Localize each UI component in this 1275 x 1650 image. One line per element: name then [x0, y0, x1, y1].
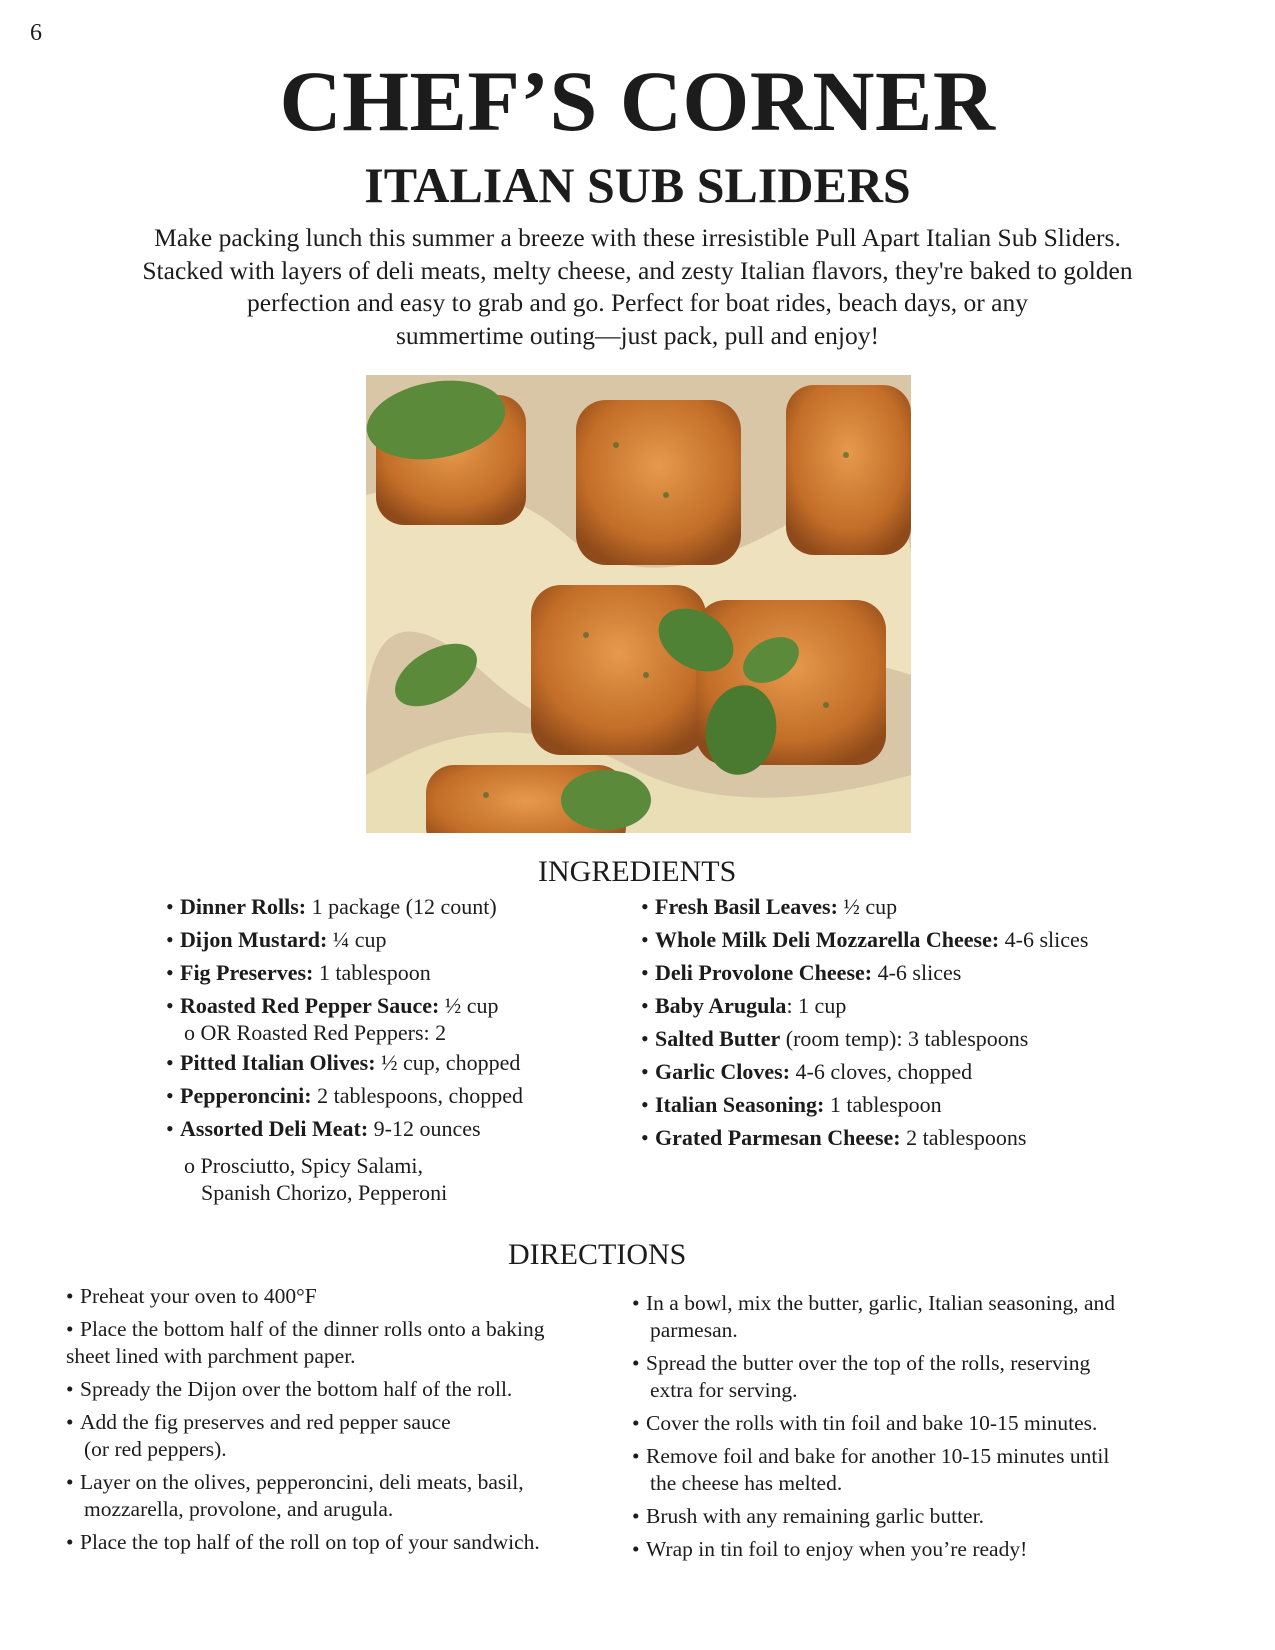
ingredient-name: Whole Milk Deli Mozzarella Cheese: — [655, 927, 1000, 952]
ingredients-heading: INGREDIENTS — [538, 855, 737, 888]
direction-step: • Add the fig preserves and red pepper sauce (or red peppers). — [66, 1409, 545, 1463]
direction-text: Preheat your oven to 400°F — [80, 1284, 317, 1308]
ingredient-amount: 2 tablespoons — [900, 1125, 1027, 1150]
direction-step: • Wrap in tin foil to enjoy when you’re ready! — [632, 1537, 1028, 1561]
ingredient-item: • Pitted Italian Olives: ½ cup, chopped — [166, 1050, 521, 1075]
direction-text: In a bowl, mix the butter, garlic, Italian seasoning, and — [646, 1291, 1116, 1315]
direction-text: Remove foil and bake for another 10-15 minutes until — [646, 1444, 1110, 1468]
directions-list-right — [632, 1290, 1115, 1569]
ingredient-name: Assorted Deli Meat: — [180, 1116, 369, 1141]
intro-paragraph — [90, 222, 1185, 352]
direction-step: • Place the bottom half of the dinner rolls onto a baking sheet lined with parchment paper. — [66, 1317, 545, 1368]
ingredient-name: Garlic Cloves: — [655, 1059, 791, 1084]
ingredient-name: Salted Butter — [655, 1026, 781, 1051]
ingredient-amount: ½ cup — [439, 993, 499, 1018]
direction-text: mozzarella, provolone, and arugula. — [84, 1497, 394, 1521]
direction-step: • Cover the rolls with tin foil and bake 10-15 minutes. — [632, 1411, 1098, 1435]
ingredient-name: Italian Seasoning: — [655, 1092, 825, 1117]
ingredient-amount: (room temp): 3 tablespoons — [780, 1026, 1029, 1051]
page-number: 6 — [30, 20, 42, 46]
direction-text: parmesan. — [650, 1318, 738, 1342]
ingredient-item: • Grated Parmesan Cheese: 2 tablespoons — [641, 1125, 1027, 1150]
ingredient-name: Pepperoncini: — [180, 1083, 312, 1108]
direction-step: • Place the top half of the roll on top of your sandwich. — [66, 1530, 540, 1554]
ingredient-item: • Dinner Rolls: 1 package (12 count) — [166, 894, 497, 919]
ingredients-list-right — [641, 894, 1088, 1158]
ingredient-item: • Roasted Red Pepper Sauce: ½ cup o OR Roasted Red Peppers: 2 — [166, 993, 523, 1046]
ingredient-amount: 1 package (12 count) — [306, 894, 497, 919]
ingredient-item: • Pepperoncini: 2 tablespoons, chopped — [166, 1083, 523, 1108]
page-title: CHEF’S CORNER — [279, 53, 996, 149]
direction-text: Brush with any remaining garlic butter. — [646, 1504, 984, 1528]
direction-text: Cover the rolls with tin foil and bake 10-15 minutes. — [646, 1411, 1098, 1435]
ingredient-amount: 4-6 cloves, chopped — [790, 1059, 973, 1084]
direction-text: Wrap in tin foil to enjoy when you’re ready! — [646, 1537, 1028, 1561]
direction-step: • Layer on the olives, pepperoncini, deli meats, basil, mozzarella, provolone, and arugula. — [66, 1469, 545, 1523]
ingredient-amount: 1 tablespoon — [824, 1092, 942, 1117]
intro-line: Make packing lunch this summer a breeze with these irresistible Pull Apart Italian Sub Sliders. — [154, 223, 1121, 252]
direction-text: extra for serving. — [650, 1378, 798, 1402]
intro-line: Stacked with layers of deli meats, melty cheese, and zesty Italian flavors, they're baked to golden — [142, 255, 1133, 285]
ingredient-substitute: o OR Roasted Red Peppers: 2 — [184, 1020, 447, 1045]
ingredient-amount: ½ cup — [837, 894, 898, 919]
ingredient-name: Dijon Mustard: — [180, 927, 328, 952]
ingredient-amount: : 1 cup — [786, 993, 847, 1018]
ingredient-item: • Salted Butter (room temp): 3 tablespoons — [641, 1026, 1029, 1051]
direction-step: • Spready the Dijon over the bottom half of the roll. — [66, 1377, 513, 1401]
directions-list-left — [66, 1283, 545, 1562]
directions-heading: DIRECTIONS — [508, 1238, 687, 1271]
direction-text: (or red peppers). — [84, 1437, 227, 1461]
basil-leaf — [561, 770, 651, 830]
ingredient-amount: 1 tablespoon — [313, 960, 431, 985]
slider-roll — [576, 400, 741, 565]
ingredient-amount: 4-6 slices — [872, 960, 962, 985]
ingredient-name: Dinner Rolls: — [180, 894, 307, 919]
ingredient-name: Fig Preserves: — [180, 960, 314, 985]
direction-text: Spready the Dijon over the bottom half of the roll. — [80, 1377, 513, 1401]
ingredient-item: • Assorted Deli Meat: 9-12 ounces — [166, 1116, 481, 1141]
ingredient-amount: 4-6 slices — [999, 927, 1089, 952]
ingredient-name: Roasted Red Pepper Sauce: — [180, 993, 440, 1018]
ingredient-item: • Whole Milk Deli Mozzarella Cheese: 4-6 slices — [641, 927, 1089, 952]
ingredient-item: • Baby Arugula: 1 cup — [641, 993, 847, 1018]
direction-step: • Remove foil and bake for another 10-15 minutes until the cheese has melted. — [632, 1443, 1115, 1497]
ingredient-amount: ½ cup, chopped — [375, 1050, 521, 1075]
ingredient-item: • Fresh Basil Leaves: ½ cup — [641, 894, 898, 919]
ingredient-sub-line: o Prosciutto, Spicy Salami, — [184, 1153, 423, 1178]
ingredient-amount: ¼ cup — [327, 927, 387, 952]
direction-step: • Preheat your oven to 400°F — [66, 1284, 317, 1308]
direction-text: Place the bottom half of the dinner rolls onto a baking — [80, 1317, 545, 1341]
ingredient-name: Grated Parmesan Cheese: — [655, 1125, 901, 1150]
ingredient-item: • Dijon Mustard: ¼ cup — [166, 927, 387, 952]
ingredient-name: Fresh Basil Leaves: — [655, 894, 838, 919]
ingredient-name: Pitted Italian Olives: — [180, 1050, 376, 1075]
direction-step: • Brush with any remaining garlic butter. — [632, 1504, 984, 1528]
direction-text: Add the fig preserves and red pepper sauce — [80, 1410, 451, 1434]
direction-step: • Spread the butter over the top of the rolls, reserving extra for serving. — [632, 1350, 1115, 1404]
ingredient-name: Baby Arugula — [655, 993, 787, 1018]
direction-text: Place the top half of the roll on top of your sandwich. — [80, 1530, 540, 1554]
direction-text: Layer on the olives, pepperoncini, deli meats, basil, — [80, 1470, 524, 1494]
direction-text: the cheese has melted. — [650, 1471, 843, 1495]
ingredient-sub-list — [166, 1152, 523, 1207]
ingredient-item: • Fig Preserves: 1 tablespoon — [166, 960, 431, 985]
slider-roll — [786, 385, 911, 555]
ingredient-amount: 9-12 ounces — [368, 1116, 481, 1141]
ingredient-name: Deli Provolone Cheese: — [655, 960, 873, 985]
recipe-photo — [366, 375, 911, 833]
ingredient-item: • Italian Seasoning: 1 tablespoon — [641, 1092, 942, 1117]
direction-text: sheet lined with parchment paper. — [66, 1344, 356, 1368]
sliders-illustration — [366, 375, 911, 833]
ingredient-item: • Garlic Cloves: 4-6 cloves, chopped — [641, 1059, 973, 1084]
ingredient-sub-line: Spanish Chorizo, Pepperoni — [201, 1180, 448, 1205]
direction-text: Spread the butter over the top of the rolls, reserving — [646, 1351, 1091, 1375]
direction-step: • In a bowl, mix the butter, garlic, Italian seasoning, and parmesan. — [632, 1291, 1116, 1342]
ingredient-amount: 2 tablespoons, chopped — [311, 1083, 523, 1108]
intro-line: perfection and easy to grab and go. Perfect for boat rides, beach days, or any — [247, 288, 1028, 317]
recipe-title: ITALIAN SUB SLIDERS — [364, 157, 911, 213]
intro-line: summertime outing—just pack, pull and enjoy! — [395, 320, 879, 350]
ingredients-list-left — [166, 894, 523, 1207]
ingredient-item: • Deli Provolone Cheese: 4-6 slices — [641, 960, 962, 985]
